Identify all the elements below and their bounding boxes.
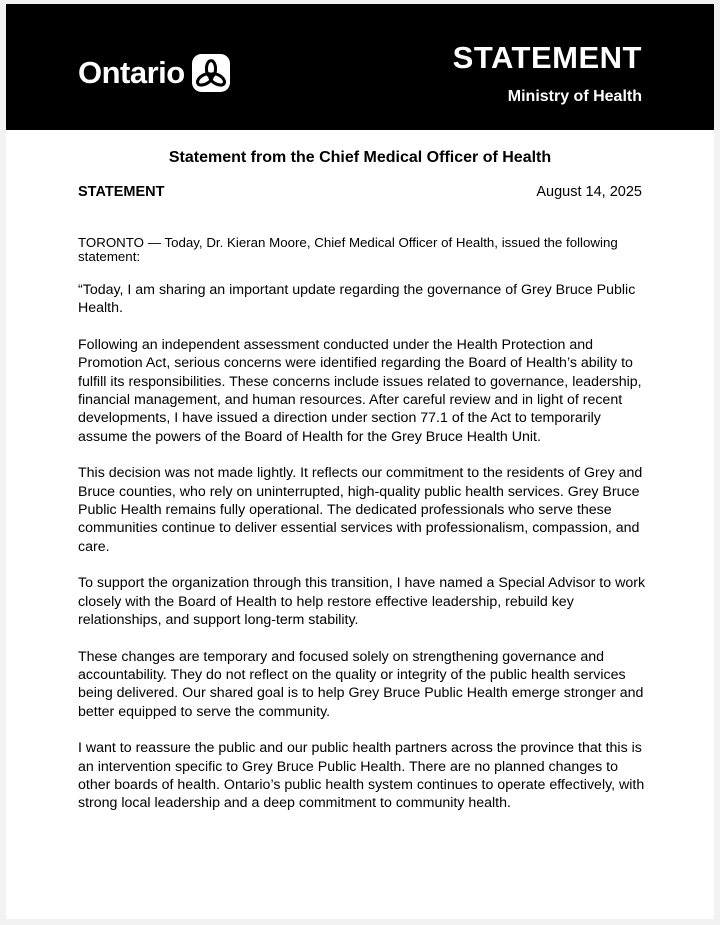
intro-dateline: TORONTO — Today, Dr. Kieran Moore, Chief Medical Officer of Health, issued the following statement: — [78, 235, 618, 264]
statement-heading: STATEMENT — [452, 40, 642, 75]
body-paragraph: To support the organization through this transition, I have named a Special Advisor to work closely with the Board of Health to help restore effective leadership, rebuild key relationships, and support long-term stability. — [78, 575, 646, 628]
statement-page — [6, 4, 714, 919]
ontario-logo — [78, 54, 230, 92]
header-banner — [6, 4, 714, 130]
statement-label: STATEMENT — [78, 184, 165, 200]
body-paragraph: This decision was not made lightly. It reflects our commitment to the residents of Grey and Bruce counties, who rely on uninterrupted, high-quality public health services. Grey Bruce Public Health remains fully operational. The dedicated professionals who serve these communities continue to deliver essential services with professionalism, compassion, and care. — [78, 465, 643, 555]
statement-body — [78, 281, 650, 831]
statement-date: August 14, 2025 — [536, 184, 642, 200]
ministry-name: Ministry of Health — [507, 88, 642, 105]
body-paragraph: I want to reassure the public and our public health partners across the province that this is an intervention specific to Grey Bruce Public Health. There are no planned changes to other boards of health. Ontario’s public health system continues to operate effectively, with strong local leadership and a deep commitment to community health. — [78, 740, 645, 812]
ontario-wordmark: Ontario — [78, 55, 185, 90]
statement-meta — [78, 182, 642, 202]
body-paragraph: Following an independent assessment conducted under the Health Protection and Promotion Act, serious concerns were identified regarding the Board of Health’s ability to fulfill its responsibilities. These concerns include issues related to governance, leadership, financial management, and human resources. After careful review and in light of recent developments, I have issued a direction under section 77.1 of the Act to temporarily assume the powers of the Board of Health for the Grey Bruce Health Unit. — [78, 337, 642, 445]
document-title: Statement from the Chief Medical Officer of Health — [168, 149, 552, 166]
ontario-trillium-icon — [192, 54, 230, 92]
body-paragraph: These changes are temporary and focused solely on strengthening governance and accountability. They do not reflect on the quality or integrity of the public health services being delivered. Our shared goal is to help Grey Bruce Public Health emerge stronger and better equipped to serve the community. — [78, 648, 644, 720]
body-paragraph: “Today, I am sharing an important update regarding the governance of Grey Bruce Public Health. — [78, 282, 636, 317]
